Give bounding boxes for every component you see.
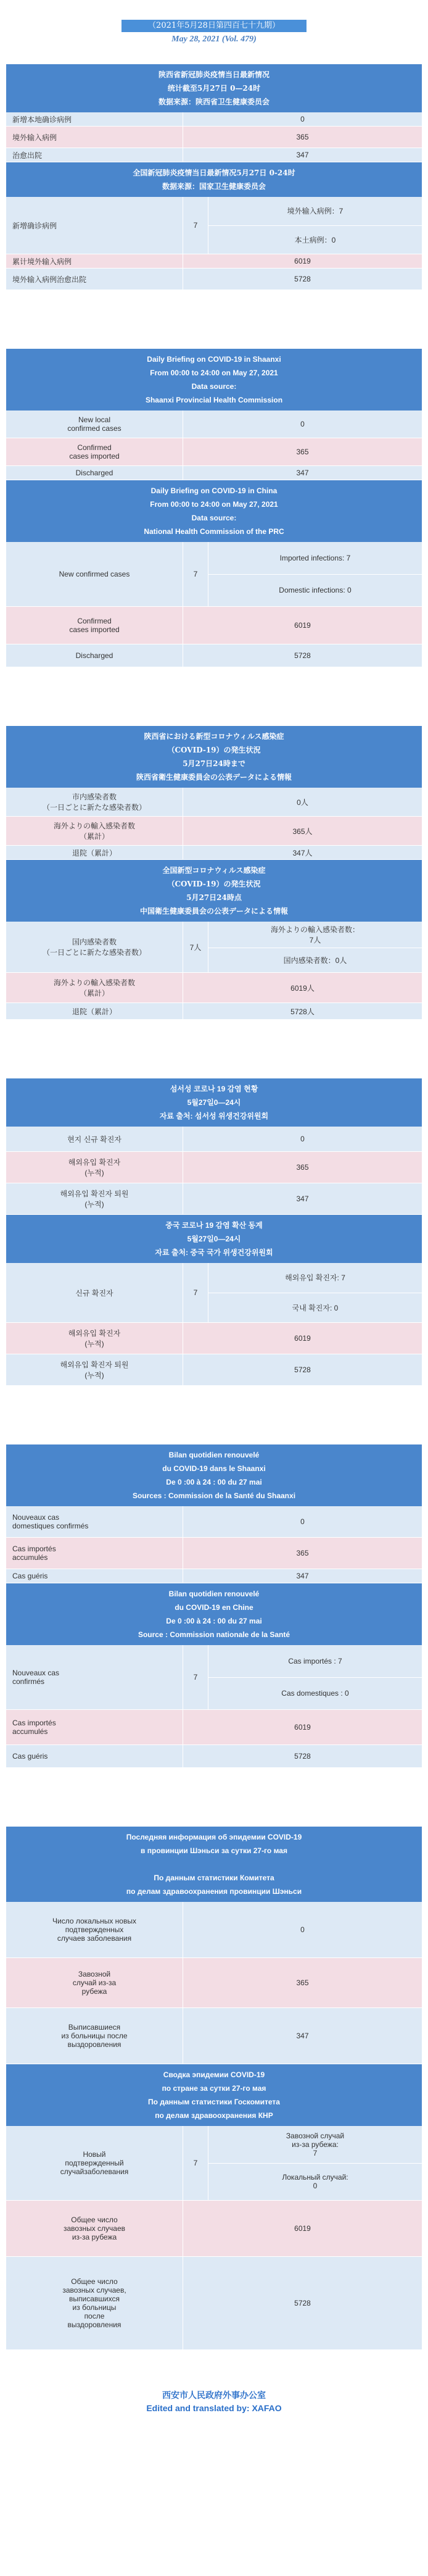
table-row — [6, 846, 422, 860]
row-label: New local confirmed cases — [67, 415, 121, 433]
row-label: 退院（累計） — [72, 848, 117, 857]
issue-banner: （2021年5月28日第四百七十九期） — [121, 20, 307, 32]
table-row — [6, 2201, 422, 2257]
section-title-line: 数据来源：国家卫生健康委员会 — [162, 182, 266, 191]
section-ru-shaanxi — [6, 1827, 422, 2064]
row-label: Общее число завозных случаев из-за рубежа — [63, 2215, 126, 2241]
section-title — [6, 2064, 422, 2126]
row-value: 347 — [183, 148, 422, 162]
row-label: 海外よりの輸入感染者数 （累計） — [53, 978, 135, 998]
section-title-line: По данным статистики Комитета — [154, 1874, 274, 1882]
section-title — [6, 1215, 422, 1263]
row-label: Cas guéris — [12, 1752, 48, 1761]
table-row — [6, 438, 422, 466]
imported-cases: Imported infections: 7 — [279, 553, 351, 562]
table-row — [6, 1354, 422, 1386]
row-value: 6019 — [183, 607, 422, 644]
row-new-confirmed — [6, 1263, 422, 1323]
row-label: 海外よりの輸入感染者数 （累計） — [53, 822, 135, 841]
table-row — [6, 254, 422, 269]
row-value: 0 — [183, 411, 422, 438]
section-fr-shaanxi — [6, 1444, 422, 1583]
issue-date: May 28, 2021 (Vol. 479) — [171, 35, 257, 44]
domestic-cases: Локальный случай: 0 — [208, 2163, 422, 2201]
section-kr-national — [6, 1215, 422, 1386]
section-fr-national — [6, 1583, 422, 1768]
table-row — [6, 1538, 422, 1569]
section-title-line: du COVID-19 dans le Shaanxi — [162, 1464, 266, 1473]
section-jp-shaanxi — [6, 726, 422, 860]
section-title — [6, 480, 422, 542]
table-row — [6, 269, 422, 290]
row-label: 治愈出院 — [12, 151, 43, 160]
row-label: 累计境外输入病例 — [12, 257, 72, 266]
row-value: 365 — [183, 1958, 422, 2007]
domestic-cases: 国内感染者数：0人 — [208, 948, 422, 972]
section-title-line: 统计截至5月27日 0—24时 — [167, 84, 261, 93]
section-title-line: 陝西省における新型コロナウィルス感染症 — [144, 732, 284, 741]
section-cn-national — [6, 162, 422, 290]
table-row — [6, 1745, 422, 1768]
row-label: 해외유입 확진자 퇴원 (누적) — [60, 1361, 129, 1380]
footer-credit: Edited and translated by: XAFAO — [146, 2403, 282, 2413]
row-label: Confirmed cases imported — [69, 443, 120, 461]
row-label: 신규 확진자 — [75, 1288, 113, 1298]
section-title-line: Data source: — [191, 382, 237, 391]
section-title-line: Daily Briefing on COVID-19 in Shaanxi — [147, 355, 281, 364]
section-title-line: 5월27일0—24시 — [187, 1098, 241, 1107]
section-title — [6, 349, 422, 411]
footer — [0, 2390, 428, 2414]
imported-cases: Завозной случай из-за рубежа: 7 — [286, 2131, 345, 2157]
section-en-shaanxi — [6, 349, 422, 480]
row-label: 新增本地确诊病例 — [12, 115, 72, 124]
section-title — [6, 860, 422, 922]
section-title-line: 5月27日24時点 — [186, 893, 242, 902]
table-row — [6, 1902, 422, 1958]
table-row — [6, 1003, 422, 1020]
table-row — [6, 1569, 422, 1583]
table-row — [6, 1323, 422, 1354]
row-label: 해외유입 확진자 퇴원 (누적) — [60, 1190, 129, 1209]
table-row — [6, 1183, 422, 1215]
section-title — [6, 1444, 422, 1506]
row-value: 5728 — [183, 2257, 422, 2349]
row-label: Confirmed cases imported — [69, 617, 120, 634]
imported-cases: 海外よりの輸入感染者数： 7人 — [270, 925, 360, 944]
section-title-line: 陕西省新冠肺炎疫情当日最新情况 — [158, 70, 270, 79]
table-row — [6, 1710, 422, 1745]
row-label: New confirmed cases — [59, 570, 130, 578]
row-label: Nouveaux cas confirmés — [12, 1669, 60, 1686]
domestic-cases: 국내 확진자: 0 — [208, 1293, 422, 1323]
section-title-line: по стране за сутки 27-го мая — [162, 2084, 266, 2093]
row-value: 7 — [183, 542, 208, 606]
row-new-confirmed — [6, 922, 422, 973]
section-title-line: De 0 :00 à 24 : 00 du 27 mai — [166, 1617, 262, 1625]
table-row — [6, 817, 422, 846]
row-label: 新增确诊病例 — [12, 221, 57, 230]
section-title — [6, 1583, 422, 1645]
row-value: 6019 — [183, 254, 422, 268]
section-title — [6, 162, 422, 197]
section-title-line: Source : Commission nationale de la Santé — [138, 1630, 290, 1639]
table-row — [6, 466, 422, 480]
section-title-line: 全国新型コロナウィルス感染症 — [162, 866, 266, 875]
row-value: 347人 — [183, 846, 422, 859]
section-title — [6, 64, 422, 112]
page — [0, 20, 428, 2414]
row-value: 6019 — [183, 1323, 422, 1354]
section-title-line: From 00:00 to 24:00 on May 27, 2021 — [150, 369, 278, 377]
section-cn-shaanxi — [6, 64, 422, 162]
section-title-line: Sources : Commission de la Santé du Shaanxi — [132, 1491, 296, 1500]
row-value: 365 — [183, 1538, 422, 1569]
section-title — [6, 1827, 422, 1902]
section-title-line: Bilan quotidien renouvelé — [168, 1590, 260, 1598]
section-title-line: 5월27일0—24시 — [187, 1235, 241, 1243]
row-value: 0 — [183, 1506, 422, 1537]
table-row — [6, 607, 422, 644]
imported-cases: 해외유입 확진자: 7 — [285, 1273, 345, 1283]
row-value: 6019人 — [183, 973, 422, 1002]
row-value: 365 — [183, 127, 422, 148]
section-title-line: （COVID-19）の発生状況 — [167, 746, 261, 754]
section-title-line: Shaanxi Provincial Health Commission — [145, 396, 283, 404]
row-value: 365 — [183, 438, 422, 465]
row-label: Cas importés accumulés — [12, 1544, 56, 1562]
row-value: 365人 — [183, 817, 422, 845]
section-title-line: Сводка эпидемии COVID-19 — [163, 2070, 265, 2079]
table-row — [6, 1152, 422, 1183]
section-title-line: По данным статистики Госкомитета — [148, 2098, 280, 2106]
row-label: 해외유입 확진자 (누적) — [68, 1329, 121, 1348]
row-value: 0 — [183, 1127, 422, 1151]
section-en-national — [6, 480, 422, 667]
row-value: 347 — [183, 2008, 422, 2064]
row-value: 6019 — [183, 2201, 422, 2256]
row-value: 5728 — [183, 644, 422, 667]
row-value: 0 — [183, 112, 422, 126]
row-value: 7 — [183, 1263, 208, 1322]
row-label: 市内感染者数 （一日ごとに新たな感染者数） — [42, 793, 146, 812]
table-row — [6, 1506, 422, 1538]
row-label: Discharged — [75, 469, 113, 477]
section-title-line — [12, 1857, 416, 1871]
row-label: Выписавшиеся из больницы после выздоровления — [61, 2023, 128, 2049]
section-kr-shaanxi — [6, 1078, 422, 1215]
table-row — [6, 644, 422, 667]
table-row — [6, 148, 422, 162]
row-label: 国内感染者数 （一日ごとに新たな感染者数） — [42, 938, 146, 957]
section-title — [6, 726, 422, 788]
section-title-line: Последняя информация об эпидемии COVID-19 — [126, 1833, 302, 1841]
section-title-line: National Health Commission of the PRC — [144, 527, 284, 536]
section-title-line: 자료 출처: 중국 국가 위생건강위원회 — [155, 1248, 273, 1257]
domestic-cases: Cas domestiques : 0 — [208, 1677, 422, 1710]
section-title-line: From 00:00 to 24:00 on May 27, 2021 — [150, 500, 278, 509]
row-value: 7 — [183, 197, 208, 254]
row-label: Общее число завозных случаев, выписавшихся из больницы после выздоровления — [62, 2277, 126, 2329]
row-label: Cas importés accumulés — [12, 1719, 56, 1736]
section-title-line: 中国衛生健康委員会の公表データによる情報 — [139, 907, 288, 915]
row-value: 347 — [183, 1569, 422, 1583]
footer-org: 西安市人民政府外事办公室 — [162, 2391, 266, 2401]
row-new-confirmed — [6, 1645, 422, 1710]
row-new-confirmed — [6, 197, 422, 254]
table-row — [6, 2257, 422, 2350]
row-label: Nouveaux cas domestiques confirmés — [12, 1513, 89, 1530]
imported-cases: Cas importés : 7 — [288, 1656, 342, 1665]
row-value: 0 — [183, 1902, 422, 1957]
section-title-line: 중국 코로나 19 감염 확산 동계 — [165, 1221, 263, 1230]
table-row — [6, 112, 422, 127]
row-value: 5728 — [183, 269, 422, 290]
row-label: Новый подтвержденный случайзаболевания — [60, 2150, 129, 2176]
row-value: 6019 — [183, 1710, 422, 1744]
row-value: 7 — [183, 1645, 208, 1709]
section-ru-national — [6, 2064, 422, 2350]
section-jp-national — [6, 860, 422, 1020]
section-title-line: по делам здравоохранения провинции Шэньси — [126, 1887, 302, 1896]
row-new-confirmed — [6, 2126, 422, 2201]
section-title-line: 자료 출처: 섬서성 위생건강위원회 — [159, 1112, 269, 1120]
row-value: 5728 — [183, 1745, 422, 1767]
row-label: 해외유입 확진자 (누적) — [68, 1158, 121, 1177]
section-title-line: 섬서성 코로나 19 감염 현황 — [170, 1085, 258, 1093]
table-row — [6, 1958, 422, 2008]
table-row — [6, 127, 422, 148]
section-title-line: 数据来源：陕西省卫生健康委员会 — [158, 98, 270, 106]
section-title-line: по делам здравоохранения КНР — [155, 2111, 273, 2120]
row-value: 365 — [183, 1152, 422, 1183]
table-row — [6, 973, 422, 1003]
row-value: 347 — [183, 1183, 422, 1214]
row-label: Cas guéris — [12, 1572, 48, 1580]
section-title-line: 陝西省衛生健康委員会の公表データによる情報 — [136, 773, 292, 782]
row-value: 347 — [183, 466, 422, 480]
section-title-line: Data source: — [191, 514, 237, 522]
row-label: Discharged — [75, 651, 113, 660]
table-row — [6, 788, 422, 817]
section-title-line: De 0 :00 à 24 : 00 du 27 mai — [166, 1478, 262, 1486]
table-row — [6, 2008, 422, 2064]
row-label: 境外输入病例治愈出院 — [12, 275, 87, 284]
table-row — [6, 411, 422, 438]
section-title-line: （COVID-19）の発生状況 — [167, 880, 261, 888]
row-new-confirmed — [6, 542, 422, 607]
imported-cases: 境外输入病例：7 — [287, 207, 344, 216]
domestic-cases: 本土病例：0 — [208, 225, 422, 254]
row-label: Завозной случай из-за рубежа — [72, 1970, 117, 1996]
section-title-line: Bilan quotidien renouvelé — [168, 1451, 260, 1459]
section-title-line: в провинции Шэньси за сутки 27-го мая — [141, 1846, 287, 1855]
row-value: 7 — [183, 2126, 208, 2200]
table-row — [6, 1127, 422, 1152]
row-label: Число локальных новых подтвержденных случаев заболевания — [52, 1917, 136, 1943]
row-label: 退院（累計） — [72, 1007, 117, 1016]
row-value: 5728人 — [183, 1003, 422, 1019]
row-value: 7人 — [183, 922, 208, 972]
section-title — [6, 1078, 422, 1127]
section-title-line: Daily Briefing on COVID-19 in China — [150, 486, 278, 495]
row-value: 0人 — [183, 788, 422, 816]
section-title-line: du COVID-19 en Chine — [175, 1603, 253, 1612]
section-title-line: 全国新冠肺炎疫情当日最新情况5月27日 0-24时 — [133, 169, 295, 177]
row-value: 5728 — [183, 1354, 422, 1385]
row-label: 현지 신규 확진자 — [67, 1135, 121, 1144]
section-title-line: 5月27日24時まで — [183, 759, 245, 768]
domestic-cases: Domestic infections: 0 — [208, 574, 422, 607]
row-label: 境外输入病例 — [12, 133, 57, 142]
